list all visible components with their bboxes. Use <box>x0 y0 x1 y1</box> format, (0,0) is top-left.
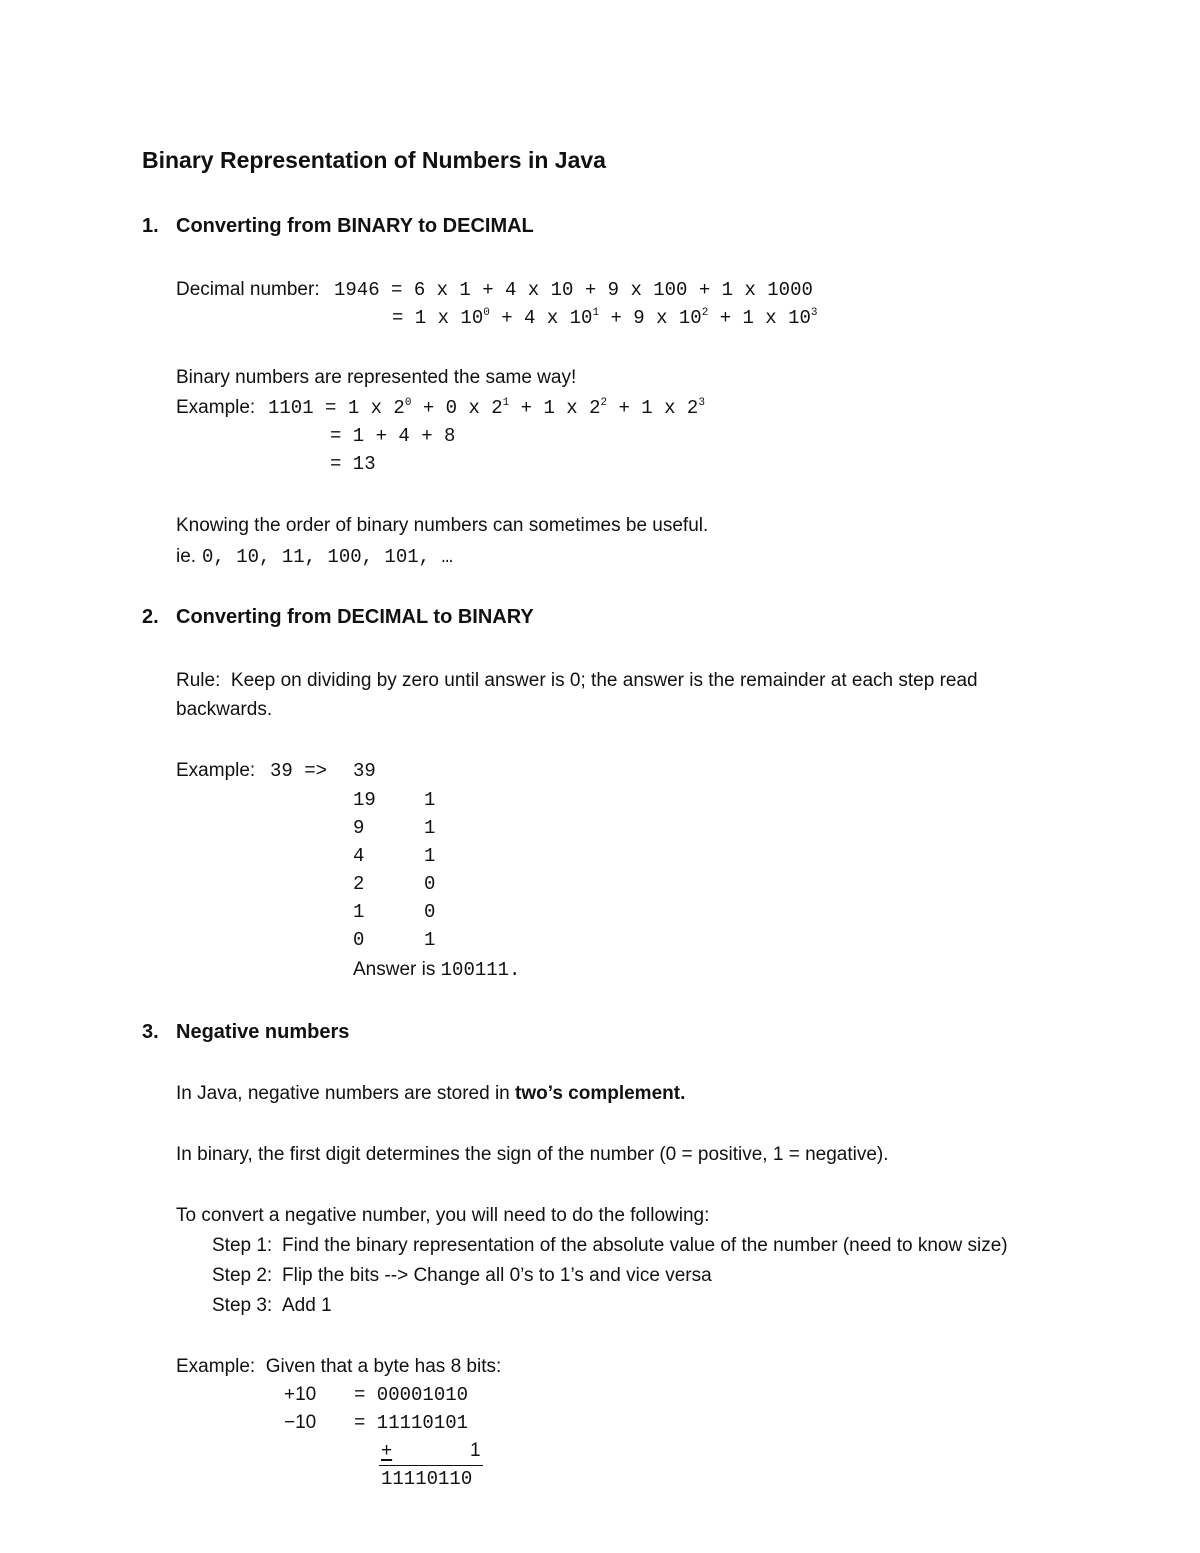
division-remainder: 0 <box>424 873 436 895</box>
division-remainder: 1 <box>424 789 436 811</box>
division-rule-line1: Rule: Keep on dividing by zero until answer is 0; the answer is the remainder at each step read <box>176 670 978 691</box>
division-quotient: 39 <box>353 760 376 782</box>
section-2-heading: Converting from DECIMAL to BINARY <box>176 606 534 628</box>
complement-example-intro: Example: Given that a byte has 8 bits: <box>176 1356 502 1377</box>
division-rule-line2: backwards. <box>176 699 273 720</box>
division-answer: Answer is 100111. <box>353 959 521 981</box>
step-2-text: Flip the bits --> Change all 0’s to 1’s and vice versa <box>282 1265 712 1286</box>
division-quotient: 1 <box>353 901 365 923</box>
binary-intro-text: Binary numbers are represented the same way! <box>176 367 577 388</box>
add-one-digit: 1 <box>470 1440 481 1461</box>
positive-ten-label: +10 <box>284 1384 317 1405</box>
decimal-number-label: Decimal number: <box>176 279 325 300</box>
step-1-text: Find the binary representation of the absolute value of the number (need to know size) <box>282 1235 1008 1256</box>
page-title: Binary Representation of Numbers in Java <box>142 147 606 173</box>
positive-ten-binary: = 00001010 <box>354 1384 469 1406</box>
sign-bit-note: In binary, the first digit determines the sign of the number (0 = positive, 1 = negative). <box>176 1144 889 1165</box>
division-example-label: Example: <box>176 760 256 781</box>
division-quotient: 2 <box>353 873 365 895</box>
division-quotient: 0 <box>353 929 365 951</box>
step-3-label: Step 3: <box>212 1295 273 1316</box>
section-2-number: 2. <box>142 606 159 628</box>
step-2-label: Step 2: <box>212 1265 273 1286</box>
plus-sign: + <box>381 1440 393 1461</box>
order-values: 0, 10, 11, 100, 101, … <box>202 546 453 568</box>
negative-ten-label: −10 <box>284 1412 317 1433</box>
decimal-expansion-line2: = 1 x $10^0 + 4$ x $10^1 + 9$ x $10^2 + 1$ x $10^3$ <box>392 307 818 329</box>
division-remainder: 1 <box>424 817 436 839</box>
example-label: Example: <box>176 397 261 418</box>
decimal-expansion-line1: 1946 = 6 x 1 + 4 x 10 + 9 x 100 + 1 x 1000 <box>334 279 813 301</box>
step-3-text: Add 1 <box>282 1295 332 1316</box>
division-quotient: 19 <box>353 789 376 811</box>
binary-example-line3: = 13 <box>330 453 376 475</box>
section-1-number: 1. <box>142 215 159 237</box>
convert-intro: To convert a negative number, you will need to do the following: <box>176 1205 710 1226</box>
section-1-heading: Converting from BINARY to DECIMAL <box>176 215 534 237</box>
division-remainder: 0 <box>424 901 436 923</box>
java-storage-note: In Java, negative numbers are stored in two’s complement. <box>176 1083 686 1104</box>
add-one-row <box>381 1439 483 1463</box>
flipped-bits-binary: = 11110101 <box>354 1412 469 1434</box>
order-note: Knowing the order of binary numbers can sometimes be useful. <box>176 515 709 536</box>
division-remainder: 1 <box>424 845 436 867</box>
order-prefix: ie. <box>176 546 202 567</box>
twos-complement-result: 11110110 <box>381 1468 473 1490</box>
section-3-heading: Negative numbers <box>176 1021 350 1043</box>
binary-example-line1: 1101 = 1 x $2^0 + 0$ x $2^1 + 1$ x $2^2 + 1$ x $2^3$ <box>268 397 705 419</box>
division-example-expression: 39 => <box>270 760 328 782</box>
division-quotient: 9 <box>353 817 365 839</box>
sum-underline <box>379 1465 483 1466</box>
division-remainder: 1 <box>424 929 436 951</box>
step-1-label: Step 1: <box>212 1235 273 1256</box>
binary-example-line2: = 1 + 4 + 8 <box>330 425 456 447</box>
section-3-number: 3. <box>142 1021 159 1043</box>
division-quotient: 4 <box>353 845 365 867</box>
